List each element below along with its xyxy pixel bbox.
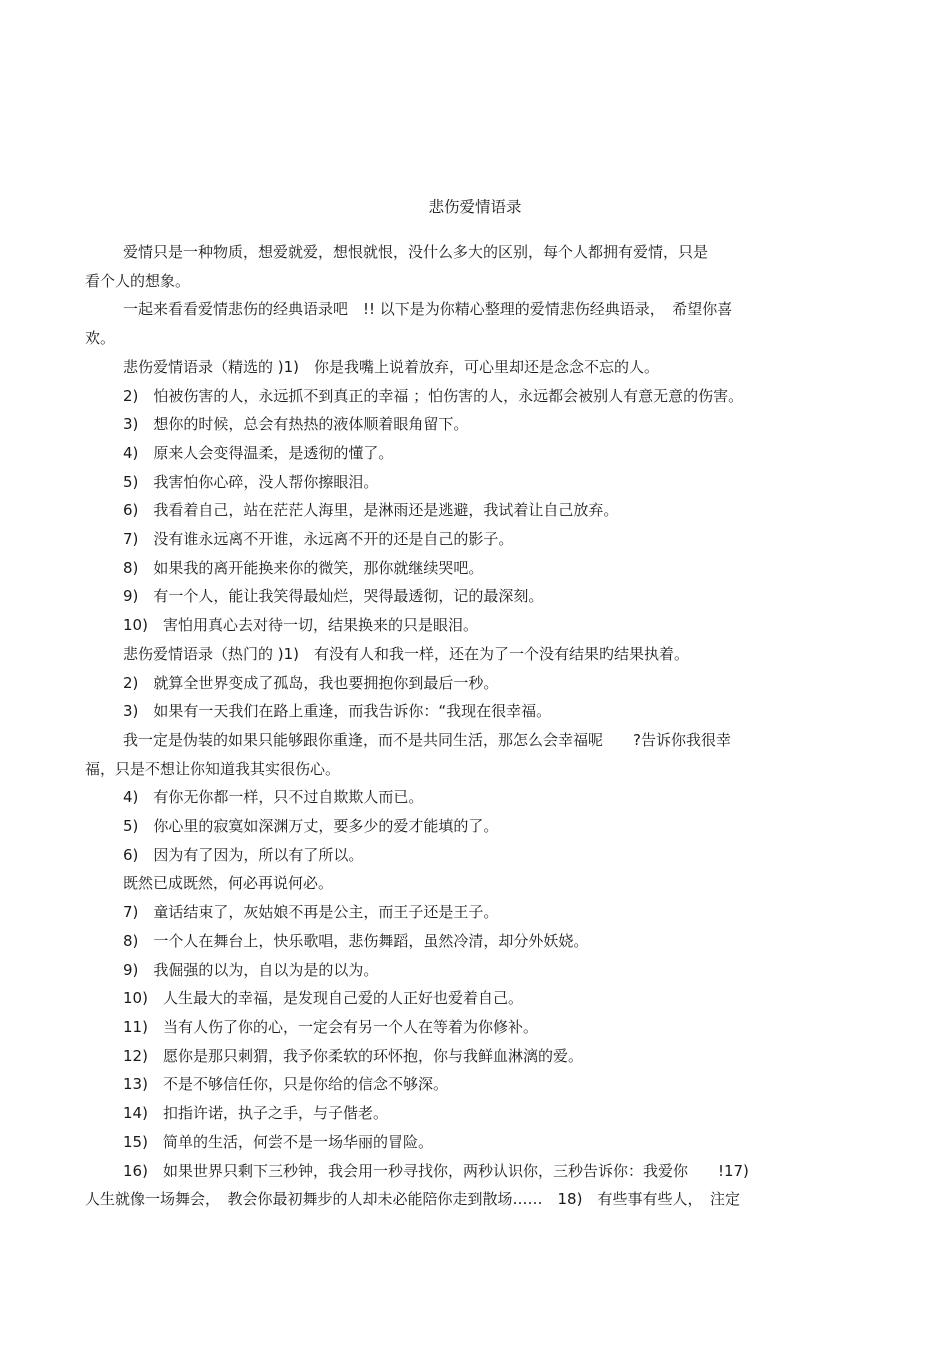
paragraph-line: 7) 童话结束了，灰姑娘不再是公主，而王子还是王子。 <box>123 903 499 922</box>
paragraph-line: 16) 如果世界只剩下三秒钟，我会用一秒寻找你，两秒认识你，三秒告诉你：我爱你 !17) <box>123 1161 749 1180</box>
paragraph-line: 悲伤爱情语录（热门的 )1) 有没有人和我一样，还在为了一个没有结果旳结果执着。 <box>123 644 690 663</box>
paragraph-line: 10) 害怕用真心去对待一切，结果换来的只是眼泪。 <box>123 616 478 635</box>
paragraph-line: 5) 我害怕你心碎，没人帮你擦眼泪。 <box>123 472 379 491</box>
paragraph-line: 我一定是伪装的如果只能够跟你重逢，而不是共同生活，那怎么会幸福呢 ?告诉你我很幸 <box>123 730 731 749</box>
paragraph-line: 3) 如果有一天我们在路上重逢，而我告诉你：“我现在很幸福。 <box>123 702 552 721</box>
paragraph-line: 10) 人生最大的幸福，是发现自己爱的人正好也爱着自己。 <box>123 989 523 1008</box>
paragraph-line: 11) 当有人伤了你的心，一定会有另一个人在等着为你修补。 <box>123 1017 538 1036</box>
paragraph-line: 5) 你心里的寂寞如深渊万丈，要多少的爱才能填的了。 <box>123 817 499 836</box>
paragraph-line: 15) 简单的生活，何尝不是一场华丽的冒险。 <box>123 1132 433 1151</box>
paragraph-line: 既然已成既然，何必再说何必。 <box>123 874 334 893</box>
paragraph-line: 欢。 <box>85 329 116 348</box>
paragraph-line: 6) 因为有了因为，所以有了所以。 <box>123 845 364 864</box>
paragraph-line: 2) 就算全世界变成了孤岛，我也要拥抱你到最后一秒。 <box>123 673 499 692</box>
paragraph-line: 8) 一个人在舞台上，快乐歌唱，悲伤舞蹈，虽然冷清，却分外妖娆。 <box>123 931 589 950</box>
paragraph-line: 12) 愿你是那只刺猬，我予你柔软的环怀抱，你与我鲜血淋漓的爱。 <box>123 1046 583 1065</box>
paragraph-line: 9) 有一个人，能让我笑得最灿烂，哭得最透彻，记的最深刻。 <box>123 587 544 606</box>
paragraph-line: 9) 我倔强的以为，自以为是的以为。 <box>123 960 379 979</box>
paragraph-line: 8) 如果我的离开能换来你的微笑，那你就继续哭吧。 <box>123 558 484 577</box>
document-body <box>85 238 875 1214</box>
paragraph-line: 3) 想你的时候，总会有热热的液体顺着眼角留下。 <box>123 415 469 434</box>
paragraph-line: 14) 扣指许诺，执子之手，与子偕老。 <box>123 1104 388 1123</box>
paragraph-line: 人生就像一场舞会， 教会你最初舞步的人却未必能陪你走到散场…… 18) 有些事有些人， 注定 <box>85 1190 740 1209</box>
paragraph-line: 看个人的想象。 <box>85 271 191 290</box>
paragraph-line: 悲伤爱情语录（精选的 )1) 你是我嘴上说着放弃，可心里却还是念念不忘的人。 <box>123 357 660 376</box>
paragraph-line: 4) 原来人会变得温柔，是透彻的懂了。 <box>123 443 394 462</box>
page-title: 悲伤爱情语录 <box>428 198 522 216</box>
paragraph-line: 福，只是不想让你知道我其实很伤心。 <box>85 759 341 778</box>
paragraph-line: 一起来看看爱情悲伤的经典语录吧 !! 以下是为你精心整理的爱情悲伤经典语录， 希望你喜 <box>123 300 733 319</box>
paragraph-line: 2) 怕被伤害的人，永远抓不到真正的幸福 ；怕伤害的人，永远都会被别人有意无意的伤害。 <box>123 386 744 405</box>
paragraph-line: 13) 不是不够信任你，只是你给的信念不够深。 <box>123 1075 448 1094</box>
paragraph-line: 4) 有你无你都一样，只不过自欺欺人而已。 <box>123 788 424 807</box>
paragraph-line: 7) 没有谁永远离不开谁，永远离不开的还是自己的影子。 <box>123 530 514 549</box>
paragraph-line: 6) 我看着自己，站在茫茫人海里，是淋雨还是逃避，我试着让自己放弃。 <box>123 501 619 520</box>
paragraph-line: 爱情只是一种物质，想爱就爱，想恨就恨，没什么多大的区别，每个人都拥有爱情，只是 <box>123 243 709 261</box>
